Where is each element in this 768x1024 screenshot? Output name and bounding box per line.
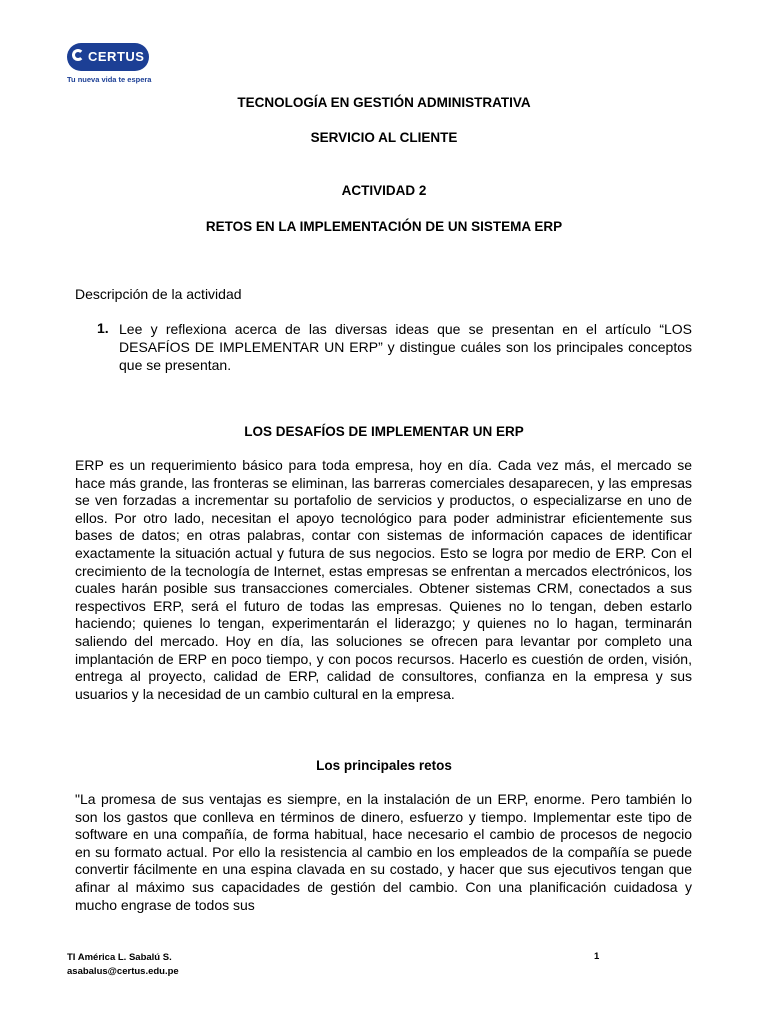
logo-name: CERTUS [88,49,145,64]
footer-author-block [67,951,179,979]
section-paragraph: "La promesa de sus ventajas es siempre, en la instalación de un ERP, enorme. Pero también lo son los gastos que conlleva en términos de dinero, esfuerzo y tiempo. Implementar este tipo de software en una compañía, de forma habitual, hace necesario el cambio de procesos de negocio en su formato actual. Por ello la resistencia al cambio en los empleados de la compañía se puede convertir fácilmente en una espina clavada en su costado, y hacer que sus ejecutivos tengan que afinar al máximo sus capacidades de gestión del cambio. Con una planificación cuidadosa y mucho engrase de todos sus [75,791,692,913]
page-number: 1 [594,951,600,962]
footer-email: asabalus@certus.edu.pe [67,966,179,977]
article-title: LOS DESAFÍOS DE IMPLEMENTAR UN ERP [244,424,524,439]
list-item-number: 1. [97,320,109,336]
program-title: TECNOLOGÍA EN GESTIÓN ADMINISTRATIVA [237,95,531,110]
certus-logo [67,43,151,84]
description-heading: Descripción de la actividad [75,286,242,302]
article-paragraph: ERP es un requerimiento básico para toda empresa, hoy en día. Cada vez más, el mercado se hace más grande, las fronteras se eliminan, las barreras comerciales desaparecen, y las empresas se ven forzadas a incrementar su portafolio de servicios y productos, o especializarse en uno de ellos. Por otro lado, necesitan el apoyo tecnológico para poder administrar eficientemente sus bases de datos; en otras palabras, contar con sistemas de información capaces de identificar exactamente la situación actual y futura de sus negocios. Esto se logra por medio de ERP. Con el crecimiento de la tecnología de Internet, estas empresas se enfrentan a mercados electrónicos, los cuales harán posible sus transacciones comerciales. Obtener sistemas CRM, conectados a sus respectivos ERP, será el futuro de todas las empresas. Quienes no lo tengan, deben estarlo haciendo; quienes lo tengan, experimentarán el liderazgo; y quienes no lo hagan, terminarán saliendo del mercado. Hoy en día, las soluciones se ofrecen para levantar por completo una implantación de ERP en poco tiempo, y con pocos recursos. Hacerlo es cuestión de orden, visión, entrega al proyecto, calidad de ERP, calidad de consultores, confianza en la empresa y sus usuarios y la necesidad de un cambio cultural en la empresa. [75,457,692,702]
activity-label: ACTIVIDAD 2 [341,183,427,198]
document-title: RETOS EN LA IMPLEMENTACIÓN DE UN SISTEMA ERP [205,219,563,234]
section-title: Los principales retos [316,758,452,773]
course-title: SERVICIO AL CLIENTE [310,130,458,145]
logo-badge [67,43,149,71]
footer-author: TI América L. Sabalú S. [67,952,172,963]
list-item-text: Lee y reflexiona acerca de las diversas ideas que se presentan en el artículo “LOS DESAFÍOS DE IMPLEMENTAR UN ERP” y distingue cuáles son los principales conceptos que se presentan. [119,321,692,373]
logo-tagline: Tu nueva vida te espera [67,75,152,84]
logo-ring-icon [72,49,84,61]
